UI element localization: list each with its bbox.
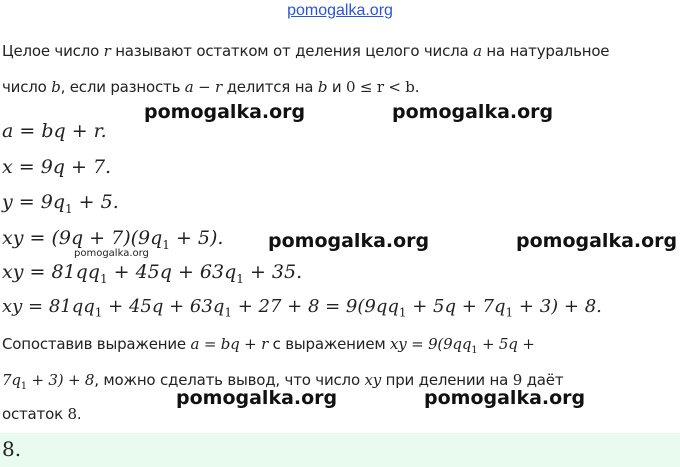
text-segment: с выражением (268, 335, 391, 353)
formula-part: y = 9q (2, 191, 65, 213)
conclusion-line-3 (2, 405, 81, 423)
watermark: pomogalka.org (392, 101, 554, 123)
definition-line-2 (2, 78, 419, 96)
formula-part: xy = 81qq (2, 261, 100, 283)
variable-b: b (51, 78, 61, 96)
conclusion-line-1 (2, 335, 535, 356)
expression-a-bq-r: a = bq + r (190, 335, 269, 353)
formula-part: xy = 9(9qq (390, 335, 472, 353)
formula-part: + 3) + 8. (513, 296, 602, 317)
formula-part: + 3) + 8 (26, 371, 95, 389)
text-segment: при делении на (381, 371, 513, 389)
variable-xy: xy (364, 371, 382, 389)
formula-part: + 5q + 7q (406, 296, 506, 317)
formula-part: xy = 81qq (2, 296, 95, 317)
watermark-small: pomogalka.org (74, 248, 149, 259)
watermark: pomogalka.org (424, 387, 586, 409)
formula-part: + 27 + 8 = 9(9qq (231, 296, 399, 317)
formula-part: + 35. (243, 261, 303, 283)
watermark: pomogalka.org (268, 230, 430, 252)
number-9: 9 (512, 371, 523, 389)
subscript: 1 (64, 201, 73, 216)
subscript: 1 (224, 305, 232, 320)
subscript: 1 (505, 305, 514, 320)
formula-part: + 5q + (477, 335, 535, 353)
subscript: 1 (162, 237, 170, 252)
subscript: 1 (20, 381, 27, 392)
formula-part: xy = (9q + 7)(9q (2, 227, 163, 249)
formula-part: + 45q + 63q (107, 261, 237, 283)
text-segment: Сопоставив выражение (2, 335, 191, 353)
inequality: 0 ≤ r < b (345, 78, 415, 96)
formula-2: x = 9q + 7. (2, 156, 112, 178)
watermark: pomogalka.org (144, 101, 306, 123)
text-segment: , если разность (60, 78, 185, 96)
formula-part: + 5). (169, 227, 224, 249)
formula-part: + 5. (72, 191, 119, 213)
text-segment: делится на (222, 78, 318, 96)
watermark: pomogalka.org (176, 387, 338, 409)
subscript: 1 (471, 345, 478, 356)
text-segment: . (414, 78, 420, 96)
answer-box (0, 433, 680, 467)
expression-xy (390, 335, 535, 356)
subscript: 1 (94, 305, 103, 320)
variable-r: r (103, 42, 111, 60)
variable-b: b (317, 78, 328, 96)
formula-part: + 45q + 63q (102, 296, 225, 317)
text-segment: Целое число (2, 42, 104, 60)
text-segment: число (2, 78, 52, 96)
answer-value: 8. (2, 437, 22, 461)
text-segment: на натуральное (481, 42, 610, 60)
number-8: 8 (67, 405, 77, 423)
text-segment: . (76, 405, 82, 423)
formula-3 (2, 191, 119, 216)
subscript: 1 (99, 271, 108, 286)
text-segment: остаток (2, 405, 68, 423)
variable-a: a (473, 42, 482, 60)
expression-continued (2, 371, 95, 392)
formula-1: a = bq + r. (2, 120, 107, 142)
formula-part: 7q (2, 371, 21, 389)
formula-5 (2, 261, 302, 286)
text-segment: называют остатком от деления целого числа (110, 42, 474, 60)
subscript: 1 (398, 305, 407, 320)
definition-line-1 (2, 42, 609, 60)
text-segment: даёт (522, 371, 564, 389)
site-link[interactable]: pomogalka.org (287, 2, 393, 19)
subscript: 1 (236, 271, 244, 286)
text-segment: и (327, 78, 346, 96)
formula-6 (2, 296, 602, 320)
expression-difference: a − r (184, 78, 223, 96)
text-segment: , можно сделать вывод, что число (94, 371, 365, 389)
watermark: pomogalka.org (516, 230, 678, 252)
